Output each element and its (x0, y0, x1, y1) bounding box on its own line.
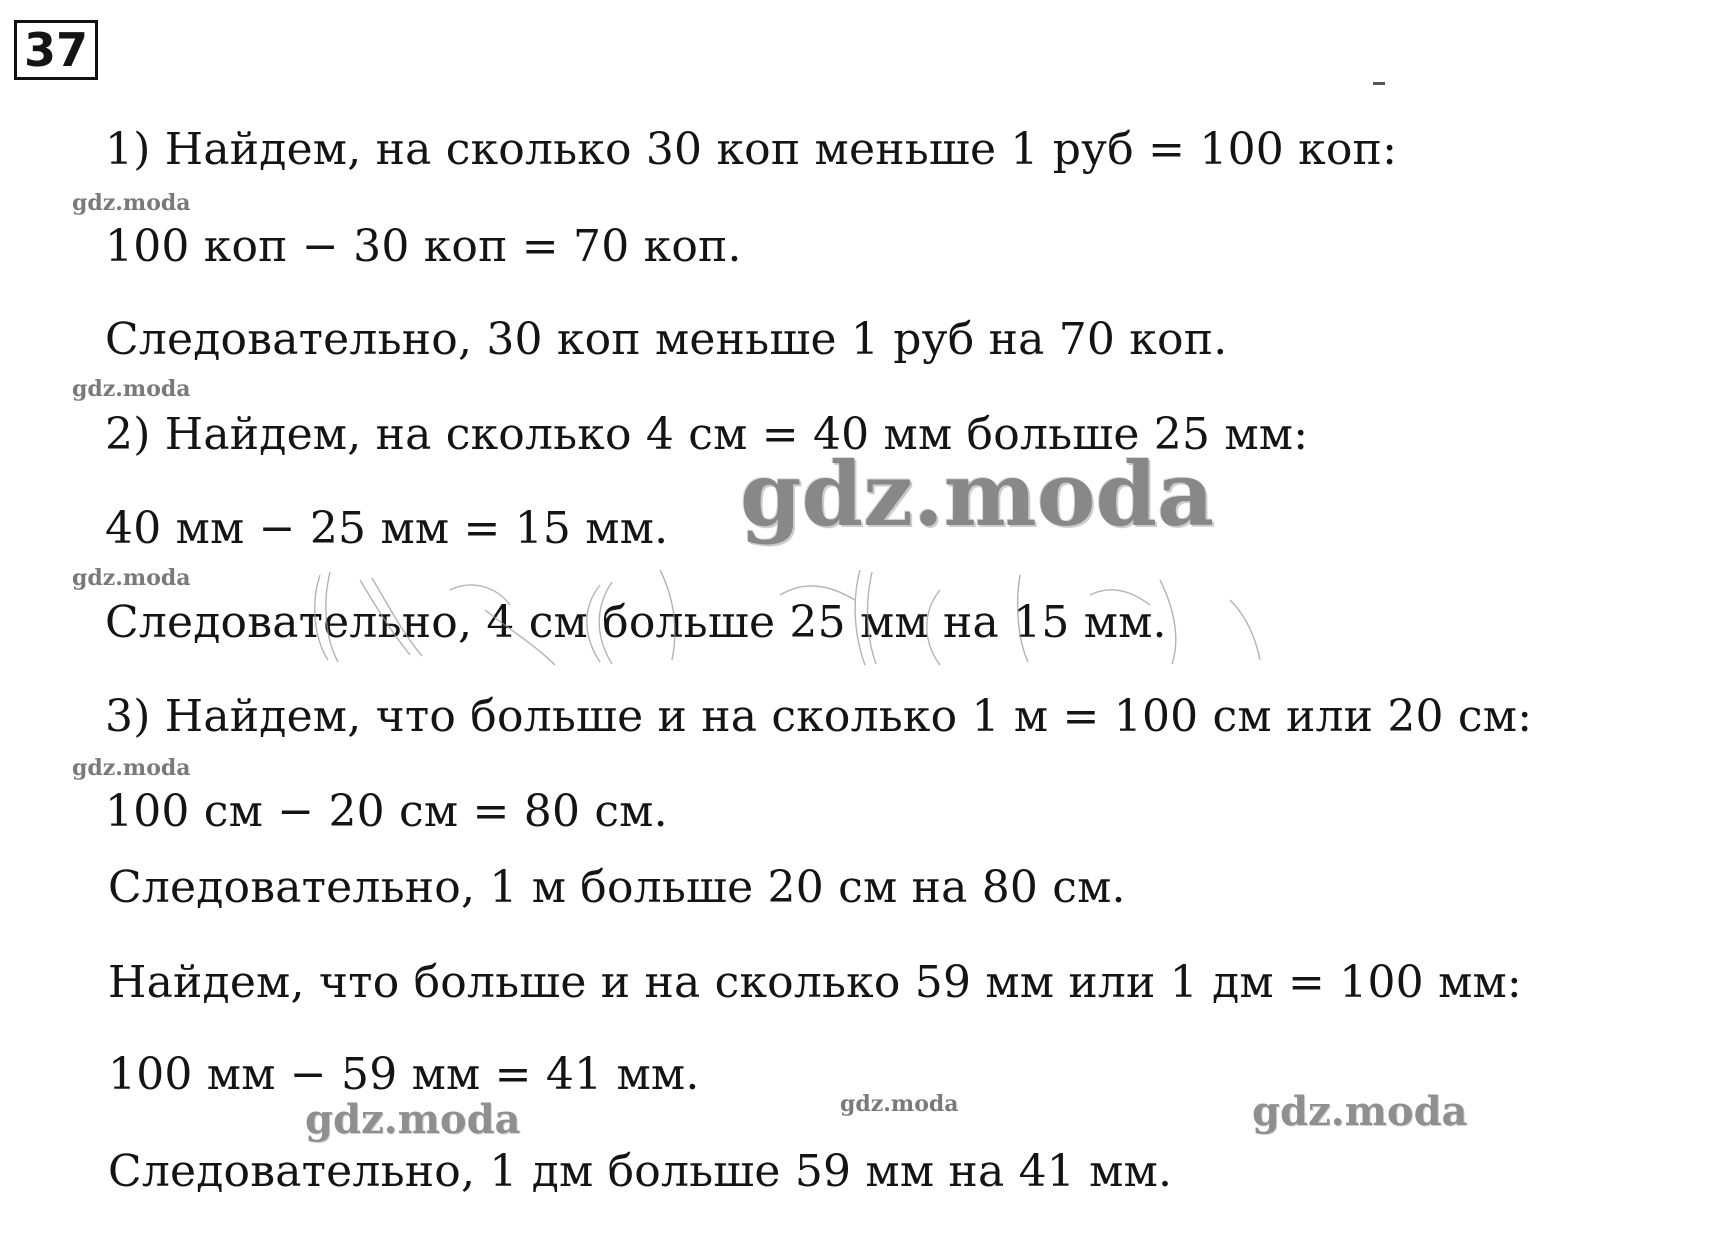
watermark-scribbles (300, 560, 1280, 670)
solution-line-8: 100 см − 20 см = 80 см. (105, 786, 668, 837)
task-number: 37 (23, 23, 88, 77)
solution-line-4: 2) Найдем, на сколько 4 см = 40 мм больше 25 мм: (105, 409, 1309, 460)
watermark-small-1: gdz.moda (72, 190, 191, 216)
solution-line-11: 100 мм − 59 мм = 41 мм. (108, 1049, 700, 1100)
task-number-box (14, 20, 98, 80)
solution-line-3: Следовательно, 30 коп меньше 1 руб на 70 коп. (105, 314, 1228, 365)
solution-line-6: Следовательно, 4 см больше 25 мм на 15 мм. (105, 597, 1167, 648)
solution-line-1: 1) Найдем, на сколько 30 коп меньше 1 руб = 100 коп: (105, 124, 1398, 175)
watermark-large: gdz.moda (740, 442, 1215, 546)
watermark-medium-1: gdz.moda (305, 1096, 521, 1143)
watermark-medium-2: gdz.moda (1252, 1088, 1468, 1135)
solution-line-10: Найдем, что больше и на сколько 59 мм или 1 дм = 100 мм: (108, 957, 1522, 1008)
solution-line-12: Следовательно, 1 дм больше 59 мм на 41 мм. (108, 1146, 1173, 1197)
solution-line-5: 40 мм − 25 мм = 15 мм. (105, 503, 669, 554)
solution-line-2: 100 коп − 30 коп = 70 коп. (105, 221, 742, 272)
watermark-small-5: gdz.moda (840, 1091, 959, 1117)
solution-line-9: Следовательно, 1 м больше 20 см на 80 см. (108, 862, 1126, 913)
watermark-small-3: gdz.moda (72, 565, 191, 591)
watermark-small-4: gdz.moda (72, 755, 191, 781)
solution-line-7: 3) Найдем, что больше и на сколько 1 м = 100 см или 20 см: (105, 691, 1533, 742)
stray-mark (1373, 82, 1385, 85)
watermark-small-2: gdz.moda (72, 376, 191, 402)
